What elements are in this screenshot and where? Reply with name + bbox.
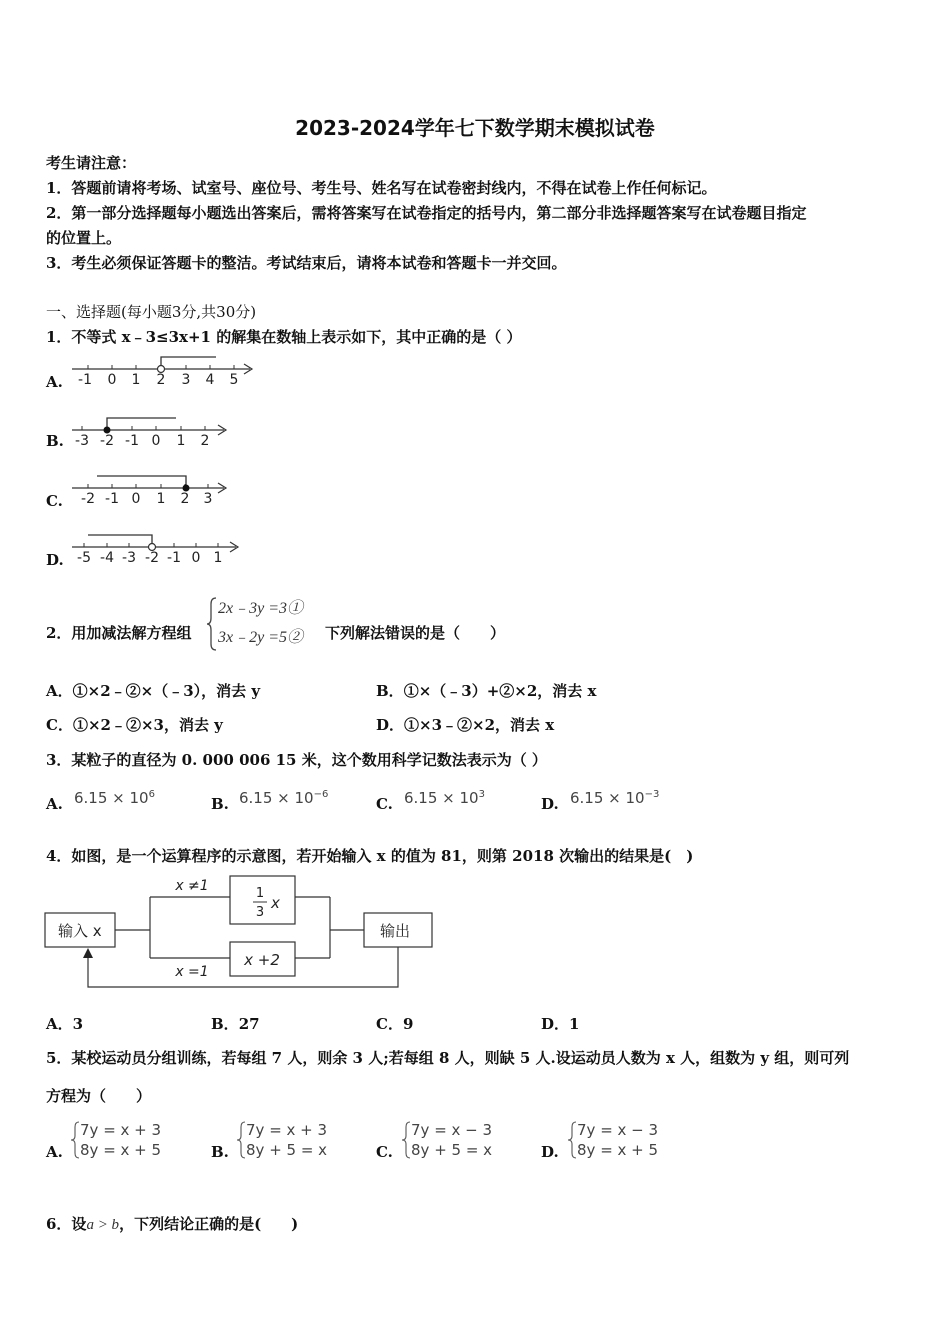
tick-label: -2 xyxy=(81,491,95,506)
q5-option-a-label: A. xyxy=(46,1143,63,1161)
tick-label: 0 xyxy=(151,433,161,448)
tick-label: 0 xyxy=(107,372,117,388)
q5-option-c-system xyxy=(411,1120,492,1160)
fraction-numerator: 1 xyxy=(255,886,265,901)
equation: 7y = x + 3 xyxy=(80,1121,162,1139)
q2-option-b xyxy=(376,680,596,701)
notice-item-2-cont: 的位置上。 xyxy=(46,229,122,247)
option-label: B． xyxy=(376,682,404,700)
option-text: 9 xyxy=(402,1015,414,1033)
tick-label: 4 xyxy=(205,372,215,388)
q1-option-a-label: A. xyxy=(46,373,63,391)
option-label: B． xyxy=(211,1015,239,1033)
q1-number-line-b xyxy=(70,412,235,448)
q5-option-b-label: B. xyxy=(211,1143,229,1161)
q4-flow-diagram xyxy=(40,870,440,995)
tick-label: 1 xyxy=(176,433,186,448)
brace-icon xyxy=(401,1120,411,1160)
q5-option-a-system xyxy=(80,1120,161,1160)
q5-stem-line-2: 方程为（ ） xyxy=(46,1087,152,1105)
brace-icon xyxy=(567,1120,577,1160)
tick-label: 0 xyxy=(131,491,141,506)
option-text: 3 xyxy=(72,1015,84,1033)
tick-label: 3 xyxy=(203,491,213,506)
option-text: ①×3﹣②×2，消去 x xyxy=(404,716,555,734)
equation: 8y + 5 = x xyxy=(246,1141,328,1159)
q2-equation-2: 3x﹣2y =5② xyxy=(218,629,304,646)
notice-item-2: 2．第一部分选择题每小题选出答案后，需将答案写在试卷指定的括号内，第二部分非选择题答案写在试卷题目指定 xyxy=(46,204,807,222)
tick-label: -1 xyxy=(167,550,181,566)
tick-label: 2 xyxy=(180,491,190,506)
tick-label: -1 xyxy=(125,433,139,448)
q3-option-b-label: B. xyxy=(211,795,229,813)
q1-option-d-label: D. xyxy=(46,551,64,569)
q2-stem-suffix: 下列解法错误的是（ ） xyxy=(325,624,506,642)
equation: 7y = x − 3 xyxy=(577,1121,659,1139)
cond-bottom: x =1 xyxy=(175,964,209,980)
q2-stem-prefix: 2．用加减法解方程组 xyxy=(46,624,192,642)
q2-option-d xyxy=(376,714,554,735)
op-top-variable: x xyxy=(271,894,280,912)
equation: 7y = x + 3 xyxy=(246,1121,328,1139)
q3-option-c-value xyxy=(404,789,485,807)
tick-label: -3 xyxy=(75,433,89,448)
q6-prefix: 6．设 xyxy=(46,1215,87,1233)
equation: 8y = x + 5 xyxy=(577,1141,659,1159)
equation: 7y = x − 3 xyxy=(411,1121,493,1139)
q6-math: a > b xyxy=(86,1217,120,1233)
option-label: A． xyxy=(46,1015,73,1033)
section-heading: 一、选择题(每小题3分,共30分) xyxy=(46,303,257,321)
q1-option-c-label: C. xyxy=(46,492,63,510)
q1-number-line-d xyxy=(70,530,245,566)
option-text: ①×2﹣②×3，消去 y xyxy=(72,716,223,734)
tick-label: 2 xyxy=(200,433,210,448)
tick-label: -3 xyxy=(122,550,136,566)
q1-stem: 1．不等式 x﹣3≤3x+1 的解集在数轴上表示如下，其中正确的是（ ） xyxy=(46,328,522,346)
brace-icon xyxy=(206,596,218,652)
option-label: C． xyxy=(46,716,73,734)
q3-option-d-value xyxy=(570,789,659,807)
sci-exponent: −3 xyxy=(644,789,660,800)
tick-label: -2 xyxy=(145,550,159,566)
option-text: ①×（﹣3）+②×2，消去 x xyxy=(403,682,597,700)
arrow-up-icon xyxy=(83,948,93,958)
notice-heading: 考生请注意： xyxy=(46,154,137,172)
q1-option-b-label: B. xyxy=(46,432,64,450)
tick-label: 1 xyxy=(131,372,141,388)
brace-icon xyxy=(70,1120,80,1160)
brace-icon xyxy=(236,1120,246,1160)
tick-label: -2 xyxy=(100,433,114,448)
q5-option-d-system xyxy=(577,1120,658,1160)
sci-base: 6.15 × 10 xyxy=(239,789,314,807)
tick-label: 0 xyxy=(191,550,201,566)
tick-label: -1 xyxy=(78,372,92,388)
q3-option-d-label: D. xyxy=(541,795,559,813)
sci-base: 6.15 × 10 xyxy=(570,789,645,807)
sci-exponent: 6 xyxy=(148,789,155,800)
tick-label: -1 xyxy=(105,491,119,506)
notice-item-1: 1．答题前请将考场、试室号、座位号、考生号、姓名写在试卷密封线内，不得在试卷上作任何标记。 xyxy=(46,179,717,197)
sci-base: 6.15 × 10 xyxy=(404,789,479,807)
equation: 8y + 5 = x xyxy=(411,1141,493,1159)
q3-stem: 3．某粒子的直径为 0. 000 006 15 米，这个数用科学记数法表示为（ ） xyxy=(46,751,547,769)
tick-label: 2 xyxy=(156,372,166,388)
q1-number-line-c xyxy=(70,470,235,506)
option-label: D． xyxy=(376,716,405,734)
tick-label: -4 xyxy=(100,550,114,566)
op-bottom-text: x +2 xyxy=(244,951,280,969)
q6-suffix: ，下列结论正确的是( ) xyxy=(119,1215,299,1233)
q2-option-c xyxy=(46,714,223,735)
option-label: D． xyxy=(541,1015,570,1033)
tick-label: 3 xyxy=(181,372,191,388)
option-label: A． xyxy=(46,682,73,700)
q5-stem-line-1: 5．某校运动员分组训练，若每组 7 人，则余 3 人;若每组 8 人，则缺 5 人.设运动员人数为 x 人，组数为 y 组，则可列 xyxy=(46,1049,850,1067)
tick-label: 5 xyxy=(229,372,239,388)
option-text: ①×2﹣②×（﹣3），消去 y xyxy=(72,682,261,700)
fraction-denominator: 3 xyxy=(255,905,265,920)
q4-option-a xyxy=(46,1013,83,1034)
q4-stem: 4．如图，是一个运算程序的示意图，若开始输入 x 的值为 81，则第 2018 次输出的结果是( ) xyxy=(46,847,694,865)
input-label: 输入 x xyxy=(58,922,102,940)
q4-option-d xyxy=(541,1013,579,1034)
tick-label: -5 xyxy=(77,550,91,566)
q1-number-line-a xyxy=(70,352,260,388)
output-label: 输出 xyxy=(380,922,411,940)
q4-option-b xyxy=(211,1013,260,1034)
option-text: 27 xyxy=(238,1015,260,1033)
q5-option-b-system xyxy=(246,1120,327,1160)
q3-option-c-label: C. xyxy=(376,795,393,813)
q3-option-a-label: A. xyxy=(46,795,63,813)
equation: 8y = x + 5 xyxy=(80,1141,162,1159)
q5-option-d-label: D. xyxy=(541,1143,559,1161)
option-label: C． xyxy=(376,1015,403,1033)
sci-base: 6.15 × 10 xyxy=(74,789,149,807)
notice-item-3: 3．考生必须保证答题卡的整洁。考试结束后，请将本试卷和答题卡一并交回。 xyxy=(46,254,567,272)
page-title: 2023-2024学年七下数学期末模拟试卷 xyxy=(295,116,655,140)
q6-stem xyxy=(46,1213,298,1234)
q5-option-c-label: C. xyxy=(376,1143,393,1161)
sci-exponent: 3 xyxy=(478,789,485,800)
q3-option-a-value xyxy=(74,789,155,807)
q4-option-c xyxy=(376,1013,413,1034)
q2-equation-1: 2x﹣3y =3① xyxy=(218,600,304,617)
cond-top: x ≠1 xyxy=(175,878,209,894)
q2-option-a xyxy=(46,680,260,701)
sci-exponent: −6 xyxy=(313,789,329,800)
q3-option-b-value xyxy=(239,789,328,807)
tick-label: 1 xyxy=(156,491,166,506)
tick-label: 1 xyxy=(213,550,223,566)
option-text: 1 xyxy=(569,1015,580,1033)
